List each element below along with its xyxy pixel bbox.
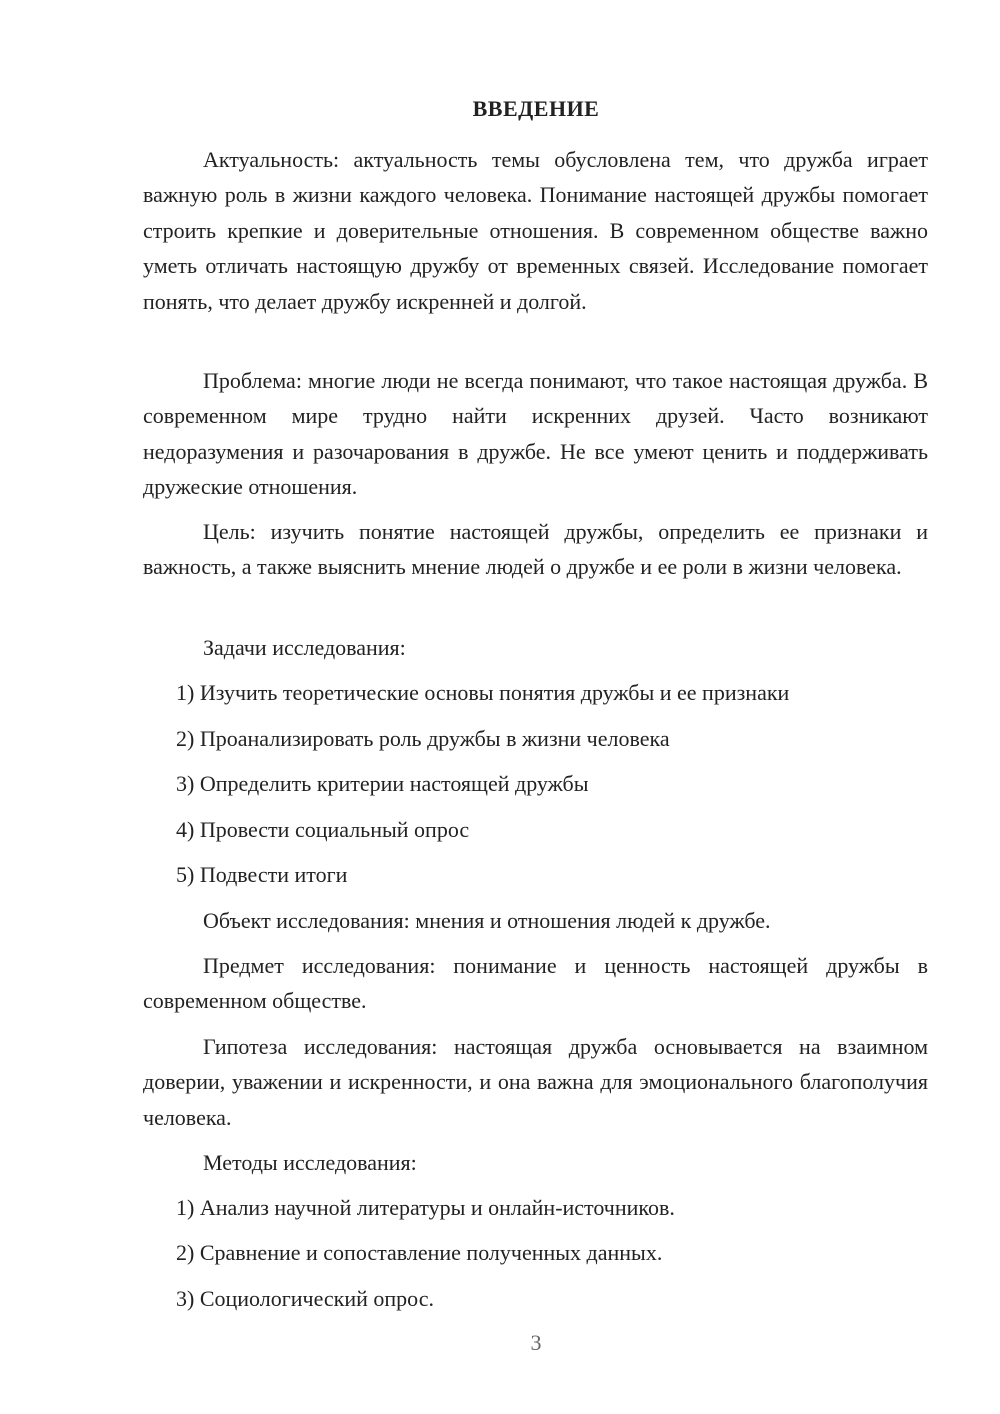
method-item: 3) Социологический опрос. [176, 1286, 434, 1311]
hypothesis-paragraph: Гипотеза исследования: настоящая дружба основывается на взаимном доверии, уважении и искренности, и она важна для эмоционального благополучия человека. [143, 1034, 928, 1130]
method-item: 1) Анализ научной литературы и онлайн-источников. [176, 1195, 675, 1220]
task-item: 5) Подвести итоги [176, 862, 348, 887]
problem-paragraph: Проблема: многие люди не всегда понимают, что такое настоящая дружба. В современном мире трудно найти искренних друзей. Часто возникают недоразумения и разочарования в дружбе. Не все умеют ценить и поддерживать дружеские отношения. [143, 368, 928, 500]
tasks-title: Задачи исследования: [203, 635, 406, 660]
object-paragraph: Объект исследования: мнения и отношения людей к дружбе. [203, 908, 771, 933]
task-item: 3) Определить критерии настоящей дружбы [176, 771, 589, 796]
subject-paragraph: Предмет исследования: понимание и ценность настоящей дружбы в современном обществе. [143, 953, 928, 1014]
task-item: 2) Проанализировать роль дружбы в жизни человека [176, 726, 670, 751]
goal-paragraph: Цель: изучить понятие настоящей дружбы, определить ее признаки и важность, а также выяснить мнение людей о дружбе и ее роли в жизни человека. [143, 519, 928, 580]
method-item: 2) Сравнение и сопоставление полученных данных. [176, 1240, 663, 1265]
relevance-paragraph: Актуальность: актуальность темы обусловлена тем, что дружба играет важную роль в жизни каждого человека. Понимание настоящей дружбы помогает строить крепкие и доверительные отношения. В современном обществе важно уметь отличать настоящую дружбу от временных связей. Исследование помогает понять, что делает дружбу искренней и долгой. [143, 147, 928, 314]
task-item: 1) Изучить теоретические основы понятия дружбы и ее признаки [176, 680, 790, 705]
page-number: 3 [530, 1330, 542, 1355]
task-item: 4) Провести социальный опрос [176, 817, 470, 842]
page-title: ВВЕДЕНИЕ [472, 96, 600, 121]
methods-title: Методы исследования: [203, 1150, 417, 1175]
